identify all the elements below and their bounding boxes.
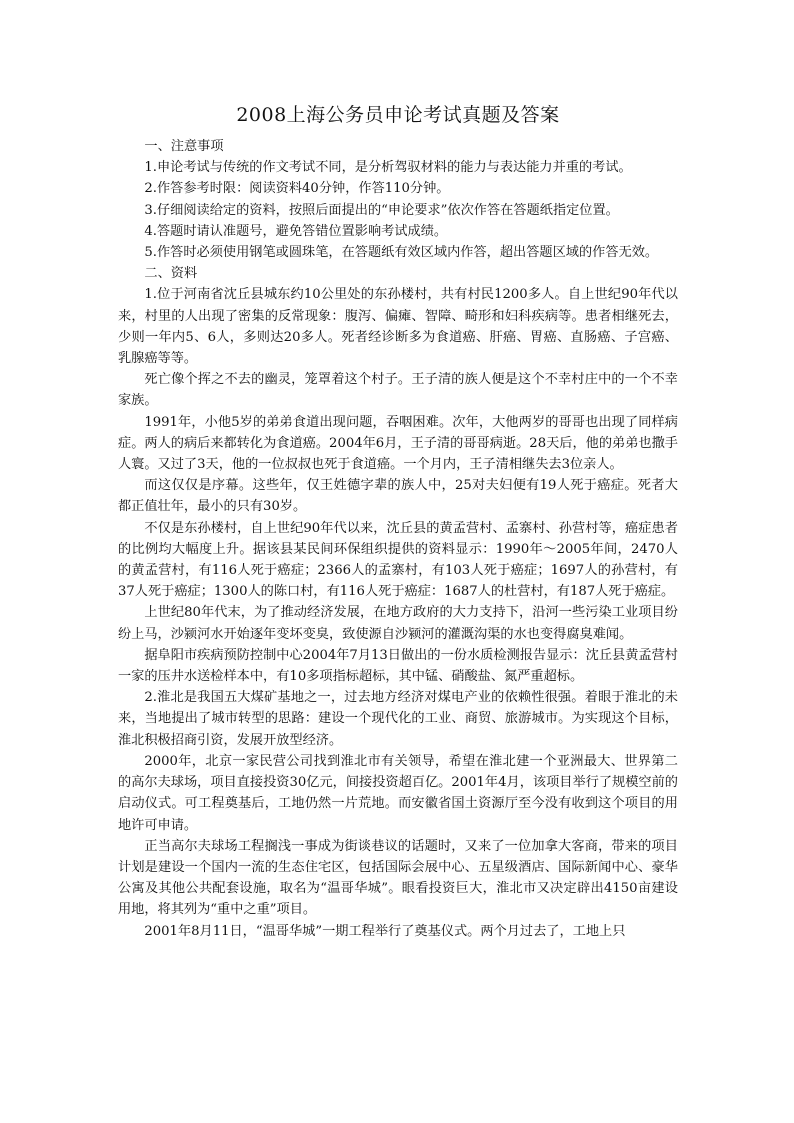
- document-page: [118, 100, 678, 942]
- notice-item-1: 1.申论考试与传统的作文考试不同，是分析驾驭材料的能力与表达能力并重的考试。: [144, 160, 632, 176]
- material-paragraph: 死亡像个挥之不去的幽灵，笼罩着这个村子。王子清的族人便是这个不幸村庄中的一个不幸家族。: [118, 372, 678, 409]
- document-title: 2008上海公务员申论考试真题及答案: [236, 104, 560, 126]
- section-heading-notice: 一、注意事项: [144, 139, 224, 154]
- section-notice: [118, 136, 678, 263]
- material-paragraph: 据阜阳市疾病预防控制中心2004年7月13日做出的一份水质检测报告显示：沈丘县黄孟营村一家的压井水送检样本中，有10多项指标超标，其中锰、硝酸盐、氮严重超标。: [118, 647, 678, 685]
- notice-item-5: 5.作答时必须使用钢笔或圆珠笔，在答题纸有效区域内作答，超出答题区域的作答无效。: [144, 245, 659, 261]
- material-paragraph: 1.位于河南省沈丘县城东约10公里处的东孙楼村，共有村民1200多人。自上世纪90年代以来，村里的人出现了密集的反常现象：腹泻、偏瘫、智障、畸形和妇科疾病等。患者相继死去，少则一年内5、6人，多则达20多人。死者经诊断多为食道癌、肝癌、胃癌、直肠癌、子宫癌、乳腺癌等等。: [118, 287, 678, 367]
- material-paragraph: 2.淮北是我国五大煤矿基地之一，过去地方经济对煤电产业的依赖性很强。着眼于淮北的未来，当地提出了城市转型的思路：建设一个现代化的工业、商贸、旅游城市。为实现这个目标，淮北积极招商引资，发展开放型经济。: [118, 690, 678, 748]
- material-paragraph: 1991年，小他5岁的弟弟食道出现问题，吞咽困难。次年，大他两岁的哥哥也出现了同样病症。两人的病后来都转化为食道癌。2004年6月，王子清的哥哥病逝。28天后，他的弟弟也撒手人寰。又过了3天，他的一位叔叔也死于食道癌。一个月内，王子清相继失去3位亲人。: [118, 414, 678, 473]
- notice-item-3: 3.仔细阅读给定的资料，按照后面提出的“申论要求”依次作答在答题纸指定位置。: [144, 202, 619, 218]
- material-paragraph: 不仅是东孙楼村，自上世纪90年代以来，沈丘县的黄孟营村、孟寨村、孙营村等，癌症患者的比例均大幅度上升。据该县某民间环保组织提供的资料显示：1990年～2005年间，2470人的黄孟营村，有116人死于癌症；2366人的孟寨村，有103人死于癌症；1697人的孙营村，有37人死于癌症；1300人的陈口村，有116人死于癌症：1687人的杜营村，有187人死于癌症。: [118, 520, 678, 600]
- material-paragraph: 2001年8月11日，“温哥华城”一期工程举行了奠基仪式。两个月过去了，工地上只: [144, 923, 626, 939]
- section-heading-materials: 二、资料: [144, 266, 198, 282]
- material-paragraph: 而这仅仅是序幕。这些年，仅王姓德字辈的族人中，25对夫妇便有19人死于癌症。死者大都正值壮年，最小的只有30岁。: [118, 478, 678, 515]
- notice-item-2: 2.作答参考时限：阅读资料40分钟，作答110分钟。: [144, 181, 450, 197]
- material-paragraph: 上世纪80年代末，为了推动经济发展，在地方政府的大力支持下，沿河一些污染工业项目纷纷上马，沙颍河水开始逐年变坏变臭，致使源自沙颍河的灌溉沟渠的水也变得腐臭难闻。: [118, 605, 678, 642]
- notice-item-4: 4.答题时请认准题号，避免答错位置影响考试成绩。: [144, 223, 448, 239]
- material-paragraph: 2000年，北京一家民营公司找到淮北市有关领导，希望在淮北建一个亚洲最大、世界第二的高尔夫球场，项目直接投资30亿元，间接投资超百亿。2001年4月，该项目举行了规模空前的启动仪式。可工程奠基后，工地仍然一片荒地。而安徽省国土资源厅至今没有收到这个项目的用地许可申请。: [118, 753, 678, 833]
- section-materials: [118, 263, 678, 942]
- material-paragraph: 正当高尔夫球场工程搁浅一事成为街谈巷议的话题时，又来了一位加拿大客商，带来的项目计划是建设一个国内一流的生态住宅区，包括国际会展中心、五星级酒店、国际新闻中心、豪华公寓及其他公共配套设施，取名为“温哥华城”。眼看投资巨大，淮北市又决定辟出4150亩建设用地，将其列为“重中之重”项目。: [118, 838, 678, 918]
